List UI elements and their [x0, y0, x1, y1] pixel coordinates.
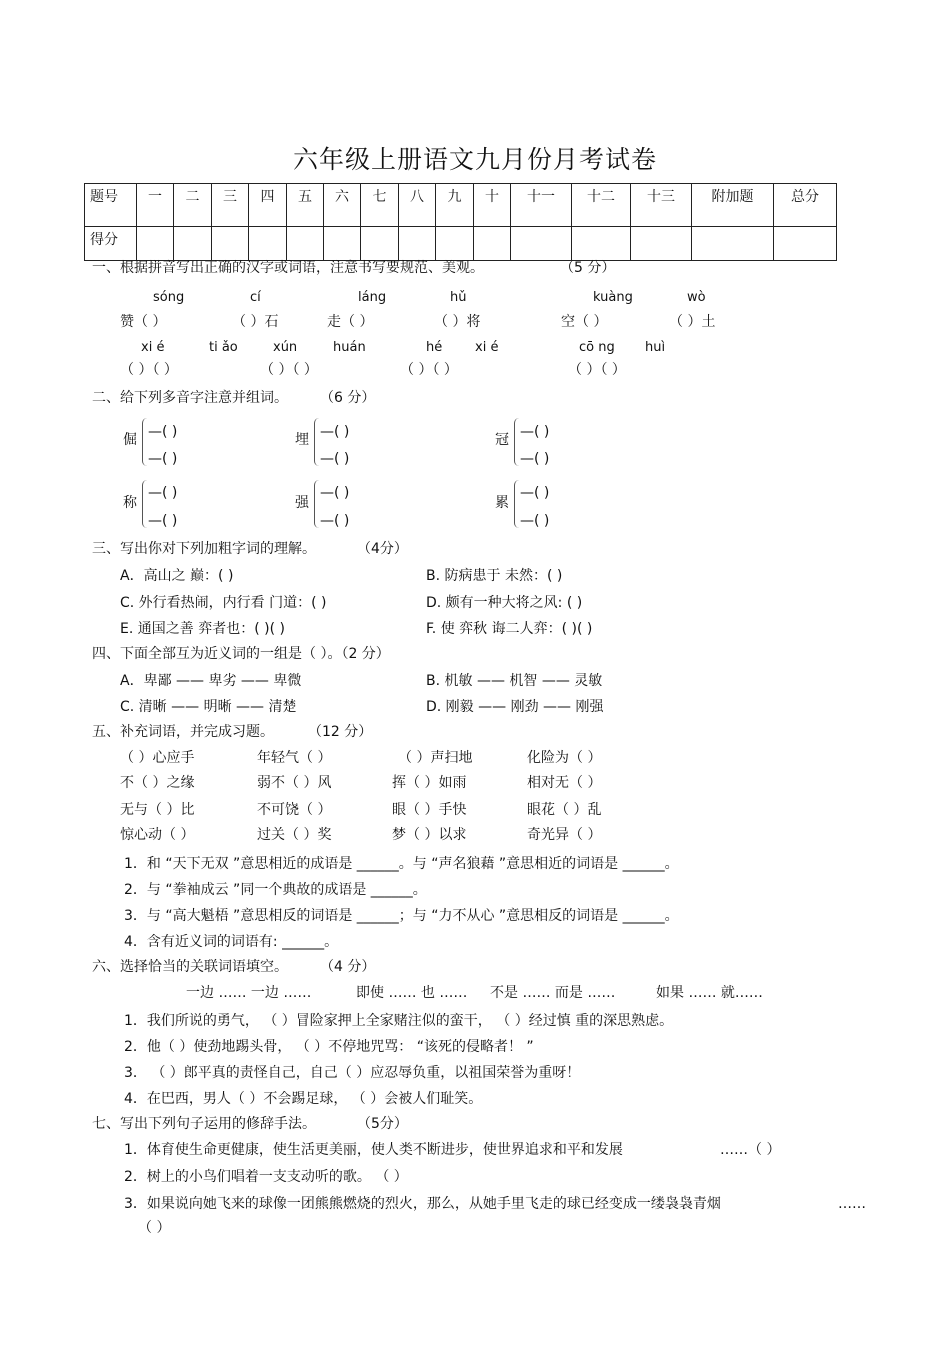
section-1-score: （5 分）: [560, 260, 616, 276]
score-header-cell: 十二: [572, 184, 631, 227]
polyphone-blank[interactable]: —( ): [320, 451, 350, 467]
question-1[interactable]: 1．和 “天下无双 ”意思相近的成语是 ______。与 “声名狼藉 ”意思相近的词语是 ______。: [124, 856, 679, 872]
section-7-score: （5分）: [357, 1116, 408, 1132]
idiom-blank[interactable]: 相对无（ ）: [527, 775, 602, 791]
pinyin-answer[interactable]: 走（ ）: [327, 314, 374, 330]
polyphone-char: 冠: [495, 432, 509, 448]
choice-a[interactable]: A．高山之 巅：( ): [120, 568, 234, 584]
idiom-blank[interactable]: 不可饶（ ）: [257, 802, 332, 818]
question-2[interactable]: 2．他（ ）使劲地踢头骨， （ ）不停地咒骂： “该死的侵略者！ ”: [124, 1039, 534, 1055]
section-3-score: （4分）: [357, 541, 408, 557]
idiom-blank[interactable]: 挥（ ）如雨: [392, 775, 467, 791]
polyphone-blank[interactable]: —( ): [148, 513, 178, 529]
choice-a[interactable]: A．卑鄙 —— 卑劣 —— 卑微: [120, 673, 302, 689]
polyphone-blank[interactable]: —( ): [520, 485, 550, 501]
pinyin-answer[interactable]: （ ）土: [669, 314, 716, 330]
score-header-cell: 附加题: [692, 184, 774, 227]
idiom-blank[interactable]: 年轻气（ ）: [257, 750, 332, 766]
idiom-blank[interactable]: 眼花（ ）乱: [527, 802, 602, 818]
score-cell[interactable]: [249, 227, 287, 261]
polyphone-blank[interactable]: —( ): [148, 451, 178, 467]
score-header-cell: 十三: [631, 184, 692, 227]
idiom-blank[interactable]: 眼（ ）手快: [392, 802, 467, 818]
conjunction-option: 如果 …… 就……: [656, 985, 763, 1001]
idiom-blank[interactable]: 过关（ ）奖: [257, 827, 332, 843]
score-header-row: [85, 184, 837, 227]
score-cell[interactable]: [511, 227, 572, 261]
score-cell[interactable]: [399, 227, 436, 261]
conjunction-option: 一边 …… 一边 ……: [186, 985, 312, 1001]
pinyin-answer[interactable]: （ ）（ ）: [120, 362, 178, 378]
section-6-heading: 六、选择恰当的关联词语填空。: [92, 959, 288, 975]
pinyin: láng: [358, 290, 387, 305]
polyphone-blank[interactable]: —( ): [148, 424, 178, 440]
polyphone-blank[interactable]: —( ): [520, 513, 550, 529]
question-4[interactable]: 4．含有近义词的词语有: ______。: [124, 934, 339, 950]
question-4[interactable]: 4．在巴西，男人（ ）不会踢足球， （ ）会被人们耻笑。: [124, 1091, 483, 1107]
polyphone-blank[interactable]: —( ): [320, 424, 350, 440]
answer-blank[interactable]: ……（ ）: [720, 1142, 781, 1158]
section-5-score: （12 分）: [308, 724, 373, 740]
section-4-heading: 四、下面全部互为近义词的一组是（ ）。（2 分）: [92, 646, 390, 662]
pinyin-answer[interactable]: （ ）石: [232, 314, 279, 330]
pinyin-answer[interactable]: （ ）（ ）: [400, 362, 458, 378]
polyphone-blank[interactable]: —( ): [520, 451, 550, 467]
polyphone-blank[interactable]: —( ): [320, 513, 350, 529]
pinyin: hé: [426, 340, 443, 355]
score-cell[interactable]: [212, 227, 249, 261]
polyphone-blank[interactable]: —( ): [520, 424, 550, 440]
pinyin: xi é: [141, 340, 165, 355]
question-2[interactable]: 2．与 “拳袖成云 ”同一个典故的成语是 ______。: [124, 882, 427, 898]
idiom-blank[interactable]: 化险为（ ）: [527, 750, 602, 766]
question-3[interactable]: 3． （ ）郎平真的责怪自己，自己（ ）应忍辱负重，以祖国荣誉为重呀！: [124, 1065, 581, 1081]
idiom-blank[interactable]: 弱不（ ）风: [257, 775, 332, 791]
pinyin-answer[interactable]: （ ）（ ）: [260, 362, 318, 378]
score-cell[interactable]: [436, 227, 474, 261]
score-table: [84, 183, 837, 261]
question-3: 3．如果说向她飞来的球像一团熊熊燃烧的烈火，那么，从她手里飞走的球已经变成一缕袅袅青烟: [124, 1196, 721, 1212]
score-cell[interactable]: [474, 227, 511, 261]
idiom-blank[interactable]: 惊心动（ ）: [120, 827, 195, 843]
question-2[interactable]: 2．树上的小鸟们唱着一支支动听的歌。 （ ）: [124, 1169, 408, 1185]
score-header-cell: 八: [399, 184, 436, 227]
section-3-heading: 三、写出你对下列加粗字词的理解。: [92, 541, 316, 557]
pinyin: sóng: [153, 290, 185, 305]
score-row-label: 得分: [85, 227, 137, 261]
conjunction-option: 不是 …… 而是 ……: [490, 985, 616, 1001]
score-header-cell: 九: [436, 184, 474, 227]
polyphone-blank[interactable]: —( ): [320, 485, 350, 501]
score-cell[interactable]: [324, 227, 361, 261]
polyphone-char: 埋: [295, 432, 309, 448]
pinyin: wò: [687, 290, 706, 305]
page-title: 六年级上册语文九月份月考试卷: [292, 145, 657, 174]
score-header-cell: 五: [287, 184, 324, 227]
score-header-cell: 六: [324, 184, 361, 227]
choice-f[interactable]: F. 使 弈秋 诲二人弈：( )( ): [426, 621, 593, 637]
polyphone-char: 称: [123, 495, 137, 511]
idiom-blank[interactable]: （ ）心应手: [120, 750, 195, 766]
pinyin: kuàng: [593, 290, 633, 305]
score-header-cell: 题号: [85, 184, 137, 227]
section-6-score: （4 分）: [320, 959, 376, 975]
question-3[interactable]: 3．与 “高大魁梧 ”意思相反的词语是 ______；与 “力不从心 ”意思相反的词语是 ______。: [124, 908, 679, 924]
pinyin-answer[interactable]: 赞（ ）: [120, 314, 167, 330]
choice-d[interactable]: D. 颇有一种大将之风: ( ): [426, 595, 583, 611]
score-header-cell: 总分: [774, 184, 837, 227]
score-cell[interactable]: [692, 227, 774, 261]
score-cell[interactable]: [572, 227, 631, 261]
idiom-blank[interactable]: （ ）声扫地: [398, 750, 473, 766]
idiom-blank[interactable]: 梦（ ）以求: [392, 827, 467, 843]
polyphone-char: 倔: [123, 432, 137, 448]
ellipsis: ……: [838, 1196, 866, 1212]
score-header-cell: 十: [474, 184, 511, 227]
score-header-cell: 一: [137, 184, 174, 227]
section-5-heading: 五、补充词语，并完成习题。: [92, 724, 274, 740]
pinyin: cō ng: [579, 340, 615, 355]
idiom-blank[interactable]: 不（ ）之缘: [120, 775, 195, 791]
pinyin: cí: [250, 290, 261, 305]
score-header-cell: 三: [212, 184, 249, 227]
section-2-heading: 二、给下列多音字注意并组词。: [92, 390, 288, 406]
score-cell[interactable]: [361, 227, 399, 261]
score-cell[interactable]: [174, 227, 212, 261]
score-header-cell: 十一: [511, 184, 572, 227]
idiom-blank[interactable]: 无与（ ）比: [120, 802, 195, 818]
score-cell[interactable]: [631, 227, 692, 261]
score-cell[interactable]: [287, 227, 324, 261]
choice-e[interactable]: E. 通国之善 弈者也：( )( ): [120, 621, 285, 637]
choice-b[interactable]: B. 防病患于 未然：( ): [426, 568, 563, 584]
idiom-blank[interactable]: 奇光异（ ）: [527, 827, 602, 843]
conjunction-option: 即使 …… 也 ……: [356, 985, 468, 1001]
score-header-cell: 二: [174, 184, 212, 227]
pinyin: huán: [333, 340, 366, 355]
polyphone-char: 累: [495, 495, 509, 511]
section-2-score: （6 分）: [320, 390, 376, 406]
choice-d[interactable]: D. 刚毅 —— 刚劲 —— 刚强: [426, 699, 604, 715]
pinyin-answer[interactable]: 空（ ）: [561, 314, 608, 330]
answer-blank[interactable]: （ ）: [138, 1220, 171, 1236]
pinyin: ti ǎo: [209, 340, 238, 355]
choice-b[interactable]: B. 机敏 —— 机智 —— 灵敏: [426, 673, 603, 689]
pinyin: huì: [645, 340, 666, 355]
choice-c[interactable]: C. 外行看热闹，内行看 门道：( ): [120, 595, 327, 611]
pinyin: xi é: [475, 340, 499, 355]
pinyin-answer[interactable]: （ ）将: [434, 314, 481, 330]
question-1[interactable]: 1．我们所说的勇气， （ ）冒险家押上全家赌注似的蛮干， （ ）经过慎 重的深思熟虑。: [124, 1013, 674, 1029]
pinyin: hǔ: [450, 290, 467, 305]
score-cell[interactable]: [137, 227, 174, 261]
polyphone-blank[interactable]: —( ): [148, 485, 178, 501]
score-header-cell: 四: [249, 184, 287, 227]
score-value-row: [85, 227, 837, 261]
polyphone-char: 强: [295, 495, 309, 511]
score-header-cell: 七: [361, 184, 399, 227]
question-1: 1．体育使生命更健康，使生活更美丽，使人类不断进步，使世界追求和平和发展: [124, 1142, 623, 1158]
section-7-heading: 七、写出下列句子运用的修辞手法。: [92, 1116, 316, 1132]
section-1-heading: 一、根据拼音写出正确的汉字或词语，注意书写要规范、美观。: [92, 260, 484, 276]
score-cell[interactable]: [774, 227, 837, 261]
pinyin-answer[interactable]: （ ）（ ）: [568, 362, 626, 378]
choice-c[interactable]: C. 清晰 —— 明晰 —— 清楚: [120, 699, 297, 715]
pinyin: xún: [273, 340, 298, 355]
